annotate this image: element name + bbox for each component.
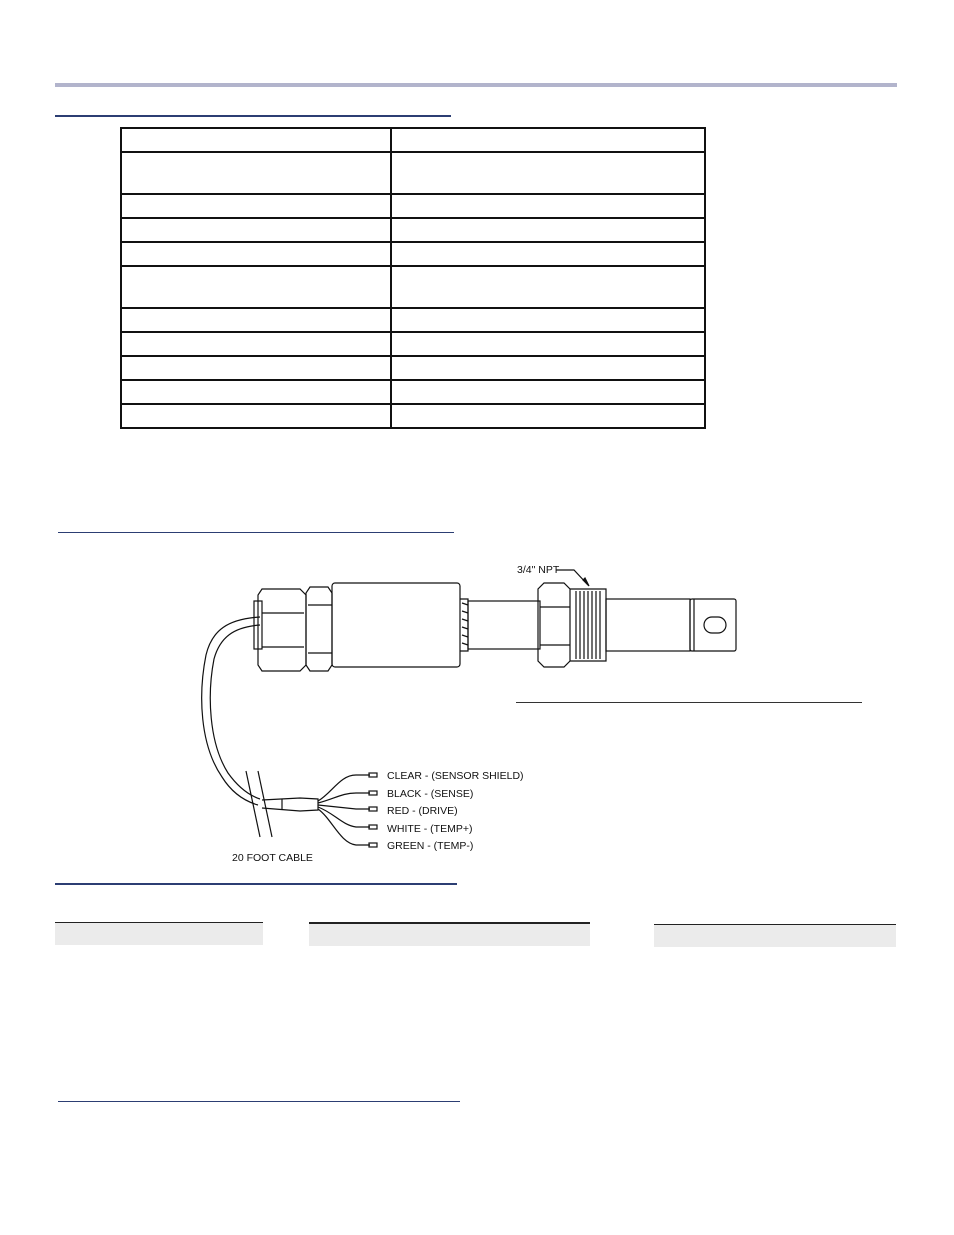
section-heading-rule-ordering — [55, 883, 457, 885]
npt-label: 3/4" NPT — [517, 564, 560, 576]
hex-body — [306, 587, 332, 671]
table-row — [121, 332, 705, 356]
wire-red — [318, 805, 370, 809]
wire-label-green: GREEN - (TEMP-) — [387, 840, 474, 852]
column-header-bar — [654, 924, 896, 947]
table-cell — [391, 194, 705, 218]
column-header-bar — [309, 922, 590, 946]
wire-label-black: BLACK - (SENSE) — [387, 788, 474, 800]
table-cell — [121, 194, 391, 218]
table-row — [121, 194, 705, 218]
table-cell — [391, 266, 705, 308]
mounting-hex-nut — [538, 583, 570, 667]
table-cell — [391, 332, 705, 356]
wire-clear — [318, 775, 370, 801]
table-cell — [391, 380, 705, 404]
table-cell — [391, 404, 705, 428]
table-row — [121, 404, 705, 428]
section-heading-rule-specifications — [55, 115, 451, 117]
wire-label-clear: CLEAR - (SENSOR SHIELD) — [387, 770, 524, 782]
table-row — [121, 356, 705, 380]
table-row — [121, 380, 705, 404]
table-cell — [121, 266, 391, 308]
table-cell — [391, 242, 705, 266]
table-cell — [121, 356, 391, 380]
heat-shrink — [262, 798, 318, 811]
table-row — [121, 242, 705, 266]
sensor-neck — [468, 601, 540, 649]
probe-slot — [704, 617, 726, 633]
specifications-table — [120, 127, 706, 429]
sensor-housing — [332, 583, 460, 667]
table-cell — [391, 356, 705, 380]
sensor-drawing — [202, 570, 736, 847]
section-heading-rule-footer — [58, 1101, 460, 1102]
sensor-diagram — [0, 555, 954, 875]
table-row — [121, 218, 705, 242]
table-row — [121, 266, 705, 308]
section-heading-rule-dimensions — [58, 532, 454, 533]
table-row — [121, 128, 705, 152]
wire-label-red: RED - (DRIVE) — [387, 805, 458, 817]
column-header-bar — [55, 922, 263, 945]
cable-break-line — [258, 771, 272, 837]
table-cell — [121, 152, 391, 194]
table-row — [121, 308, 705, 332]
table-cell — [391, 218, 705, 242]
table-cell — [121, 332, 391, 356]
probe-tip — [690, 599, 736, 651]
strain-relief-nut — [258, 589, 306, 671]
cable-break-line — [246, 771, 260, 837]
table-cell — [121, 242, 391, 266]
table-row — [121, 152, 705, 194]
table-cell — [391, 128, 705, 152]
table-cell — [121, 308, 391, 332]
table-cell — [121, 380, 391, 404]
table-cell — [391, 152, 705, 194]
table-cell — [121, 218, 391, 242]
wire-label-white: WHITE - (TEMP+) — [387, 823, 473, 835]
probe-body — [606, 599, 690, 651]
cable-inner — [210, 625, 260, 799]
table-cell — [121, 404, 391, 428]
cable-length-label: 20 FOOT CABLE — [232, 852, 313, 864]
table-cell — [121, 128, 391, 152]
caption-rule — [516, 702, 862, 703]
table-cell — [391, 308, 705, 332]
page-header-rule — [55, 83, 897, 87]
